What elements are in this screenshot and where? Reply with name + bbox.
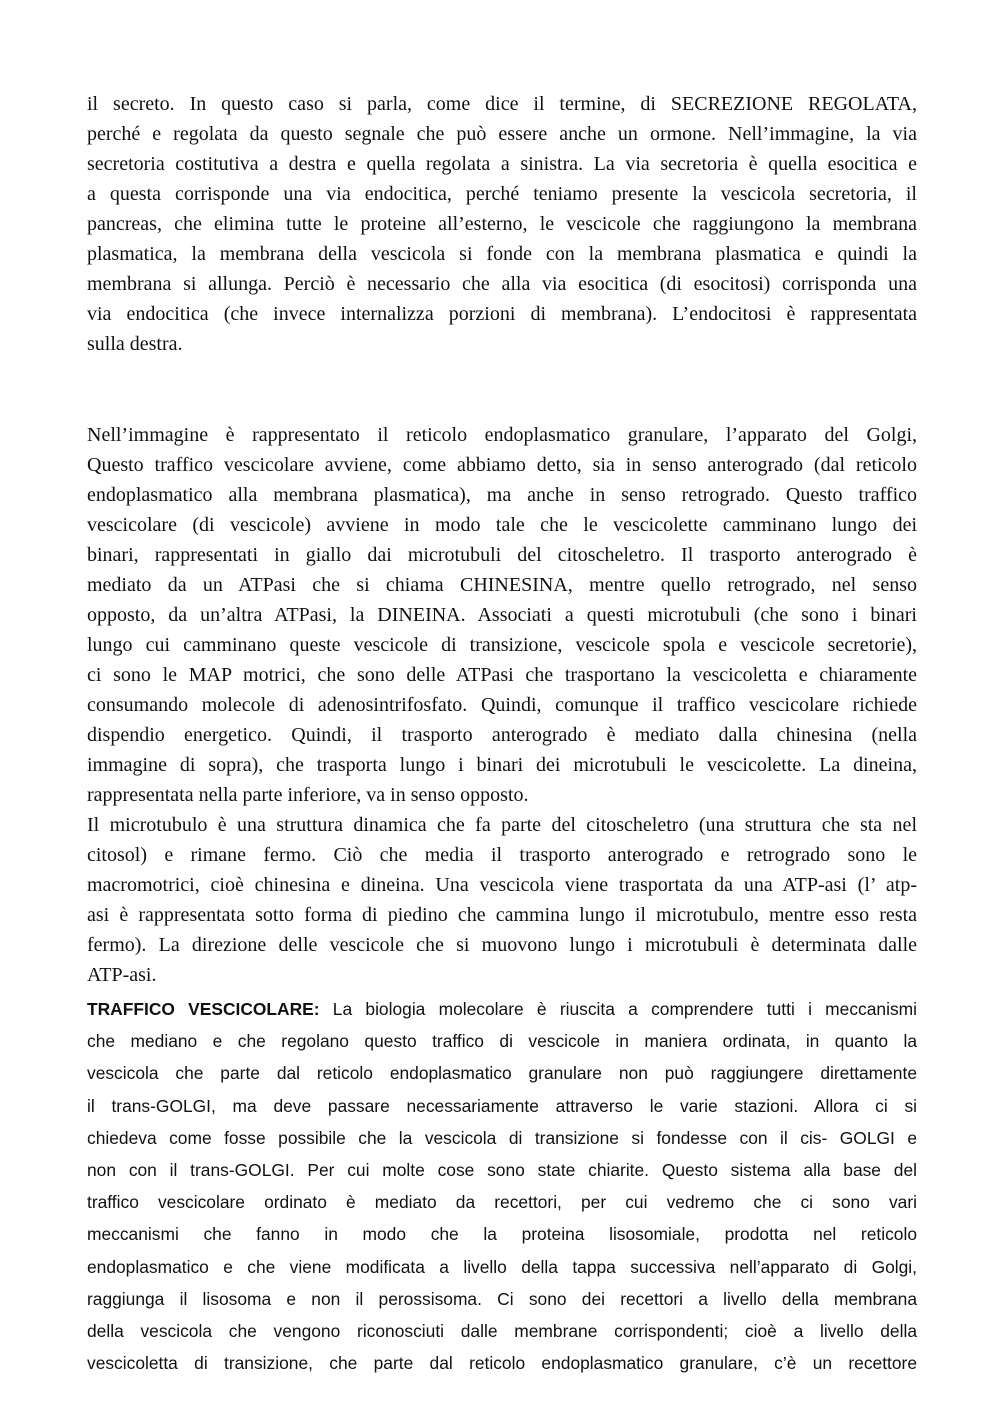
text-line: fermo). La direzione delle vescicole che si muovono lungo i microtubuli è determinata dalle [87,934,917,956]
text-line: pancreas, che elimina tutte le proteine all’esterno, le vescicole che raggiungono la membrana [87,213,917,235]
text-line: della vescicola che vengono riconosciuti dalle membrane corrispondenti; cioè a livello della [87,1321,917,1342]
text-line: consumando molecole di adenosintrifosfato. Quindi, comunque il traffico vescicolare richiede [87,694,917,716]
text-line: opposto, da un’altra ATPasi, la DINEINA. Associati a questi microtubuli (che sono i binari [87,604,917,626]
text-line: endoplasmatico alla membrana plasmatica), ma anche in senso retrogrado. Questo traffico [87,484,917,506]
text-line: mediato da un ATPasi che si chiama CHINESINA, mentre quello retrogrado, nel senso [87,574,917,596]
text-line: raggiunga il lisosoma e non il perossisoma. Ci sono dei recettori a livello della membrana [87,1288,917,1309]
text-line: rappresentata nella parte inferiore, va in senso opposto. [87,784,529,806]
text-line: vescicolare (di vescicole) avviene in modo tale che le vescicolette camminano lungo dei [87,514,917,536]
text-line: citosol) e rimane fermo. Ciò che media il trasporto anterogrado e retrogrado sono le [87,844,917,866]
section-first-line: La biologia molecolare è riuscita a comprendere tutti i meccanismi [319,999,917,1019]
section-heading: TRAFFICO VESCICOLARE: [87,999,320,1019]
paragraph-vesicle-traffic [87,420,917,990]
text-line: binari, rappresentati in giallo dai microtubuli del citoscheletro. Il trasporto anterogrado è [87,544,917,566]
text-line: sulla destra. [87,333,183,355]
text-line: secretoria costitutiva a destra e quella regolata a sinistra. La via secretoria è quella esocitica e [87,153,917,175]
text-line: plasmatica, la membrana della vescicola si fonde con la membrana plasmatica e quindi la [87,243,917,265]
text-line: meccanismi che fanno in modo che la proteina lisosomiale, prodotta nel reticolo [87,1224,917,1245]
text-line: dispendio energetico. Quindi, il trasporto anterogrado è mediato dalla chinesina (nella [87,724,917,746]
text-line: vescicoletta di transizione, che parte dal reticolo endoplasmatico granulare, c’è un recettore [87,1353,917,1374]
text-line: perché e regolata da questo segnale che può essere anche un ormone. Nell’immagine, la via [87,123,917,145]
text-line: il trans-GOLGI, ma deve passare necessariamente attraverso le varie stazioni. Allora ci si [87,1095,917,1116]
text-line: endoplasmatico e che viene modificata a livello della tappa successiva nell’apparato di Golgi, [87,1256,917,1277]
text-line: Il microtubulo è una struttura dinamica che fa parte del citoscheletro (una struttura che sta nel [87,814,917,836]
text-line: che mediano e che regolano questo traffico di vescicole in maniera ordinata, in quanto la [87,1031,917,1052]
text-line: ATP-asi. [87,964,157,986]
section-traffico-vescicolare [87,993,917,1379]
text-line: macromotrici, cioè chinesina e dineina. Una vescicola viene trasportata da una ATP-asi (l’ atp- [87,874,917,896]
text-line: asi è rappresentata sotto forma di piedino che cammina lungo il microtubulo, mentre esso resta [87,904,917,926]
text-line: non con il trans-GOLGI. Per cui molte cose sono state chiarite. Questo sistema alla base del [87,1160,917,1181]
text-line: vescicola che parte dal reticolo endoplasmatico granulare non può raggiungere direttamente [87,1063,917,1084]
text-line: via endocitica (che invece internalizza porzioni di membrana). L’endocitosi è rappresentata [87,303,917,325]
text-line: immagine di sopra), che trasporta lungo i binari dei microtubuli le vescicolette. La dineina, [87,754,917,776]
text-line [87,993,917,1025]
text-line: chiedeva come fosse possibile che la vescicola di transizione si fondesse con il cis- GOLGI e [87,1127,917,1148]
text-line: Questo traffico vescicolare avviene, come abbiamo detto, sia in senso anterogrado (dal reticolo [87,454,917,476]
paragraph-secretion [87,89,917,359]
text-line: a questa corrisponde una via endocitica, perché teniamo presente la vescicola secretoria, il [87,183,917,205]
text-line: traffico vescicolare ordinato è mediato da recettori, per cui vedremo che ci sono vari [87,1192,917,1213]
text-line: lungo cui camminano queste vescicole di transizione, vescicole spola e vescicole secretorie), [87,634,917,656]
text-line: il secreto. In questo caso si parla, come dice il termine, di SECREZIONE REGOLATA, [87,93,917,115]
text-line: ci sono le MAP motrici, che sono delle ATPasi che trasportano la vescicoletta e chiaramente [87,664,917,686]
text-line: Nell’immagine è rappresentato il reticolo endoplasmatico granulare, l’apparato del Golgi, [87,424,917,446]
text-line: membrana si allunga. Perciò è necessario che alla via esocitica (di esocitosi) corrisponda una [87,273,917,295]
